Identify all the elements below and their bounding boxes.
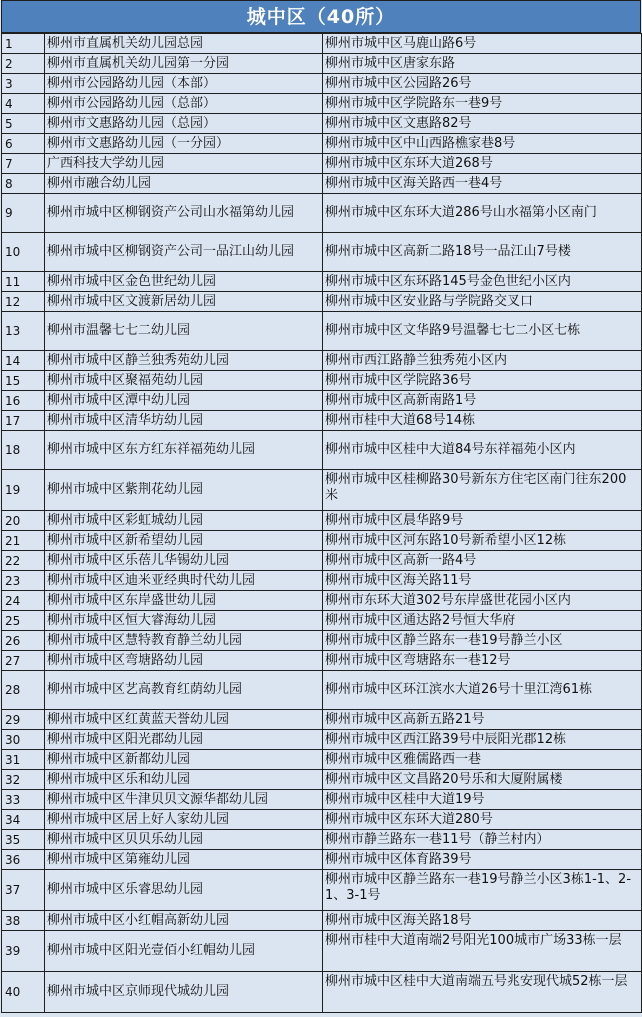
table-row (2, 371, 642, 391)
table-row (2, 174, 642, 194)
table-row (2, 233, 642, 272)
row-number: 34 (2, 810, 45, 830)
table-row (2, 94, 642, 114)
row-number: 4 (2, 94, 45, 114)
table-row (2, 651, 642, 671)
kindergarten-name: 柳州市城中区迪米亚经典时代幼儿园 (45, 571, 323, 591)
kindergarten-address: 柳州市城中区弯塘路东一巷12号 (323, 651, 642, 671)
row-number: 6 (2, 134, 45, 154)
kindergarten-address: 柳州市城中区东环路145号金色世纪小区内 (323, 272, 642, 292)
kindergarten-table (1, 33, 642, 1013)
kindergarten-address: 柳州市城中区静兰路东一巷19号静兰小区3栋1-1、2-1、3-1号 (323, 870, 642, 911)
kindergarten-name: 柳州市城中区东岸盛世幼儿园 (45, 591, 323, 611)
kindergarten-name: 柳州市城中区新都幼儿园 (45, 750, 323, 770)
kindergarten-name: 柳州市温馨七七二幼儿园 (45, 312, 323, 351)
kindergarten-name: 柳州市城中区慧特教育静兰幼儿园 (45, 631, 323, 651)
row-number: 23 (2, 571, 45, 591)
kindergarten-address: 柳州市东环大道302号东岸盛世花园小区内 (323, 591, 642, 611)
kindergarten-address: 柳州市城中区文昌路20号乐和大厦附属楼 (323, 770, 642, 790)
kindergarten-address: 柳州市城中区静兰路东一巷19号静兰小区 (323, 631, 642, 651)
kindergarten-name: 柳州市城中区乐和幼儿园 (45, 770, 323, 790)
table-row (2, 194, 642, 233)
row-number: 16 (2, 391, 45, 411)
row-number: 10 (2, 233, 45, 272)
kindergarten-name: 柳州市直属机关幼儿园第一分园 (45, 54, 323, 74)
kindergarten-name: 广西科技大学幼儿园 (45, 154, 323, 174)
kindergarten-name: 柳州市城中区乐睿思幼儿园 (45, 870, 323, 911)
row-number: 21 (2, 531, 45, 551)
kindergarten-name: 柳州市城中区紫荆花幼儿园 (45, 470, 323, 511)
table-row (2, 810, 642, 830)
table-row (2, 611, 642, 631)
kindergarten-name: 柳州市城中区聚福苑幼儿园 (45, 371, 323, 391)
kindergarten-name: 柳州市公园路幼儿园（总部） (45, 94, 323, 114)
row-number: 40 (2, 972, 45, 1013)
kindergarten-name: 柳州市城中区乐蓓儿华锡幼儿园 (45, 551, 323, 571)
row-number: 20 (2, 511, 45, 531)
kindergarten-address: 柳州市城中区公园路26号 (323, 74, 642, 94)
kindergarten-name: 柳州市城中区艺高教育红荫幼儿园 (45, 671, 323, 710)
row-number: 7 (2, 154, 45, 174)
kindergarten-name: 柳州市直属机关幼儿园总园 (45, 34, 323, 54)
table-row (2, 54, 642, 74)
kindergarten-name: 柳州市城中区阳光壹佰小红帽幼儿园 (45, 931, 323, 972)
kindergarten-address: 柳州市城中区体育路39号 (323, 850, 642, 870)
table-row (2, 312, 642, 351)
table-title: 城中区（40所） (1, 0, 641, 33)
table-row (2, 511, 642, 531)
row-number: 3 (2, 74, 45, 94)
row-number: 13 (2, 312, 45, 351)
row-number: 38 (2, 911, 45, 931)
kindergarten-address: 柳州市城中区海关路西一巷4号 (323, 174, 642, 194)
kindergarten-name: 柳州市城中区东方红东祥福苑幼儿园 (45, 431, 323, 470)
kindergarten-address: 柳州市城中区通达路2号恒大华府 (323, 611, 642, 631)
kindergarten-address: 柳州市城中区环江滨水大道26号十里江湾61栋 (323, 671, 642, 710)
row-number: 2 (2, 54, 45, 74)
kindergarten-name: 柳州市城中区阳光郡幼儿园 (45, 730, 323, 750)
row-number: 29 (2, 710, 45, 730)
table-row (2, 351, 642, 371)
kindergarten-address: 柳州市城中区文惠路82号 (323, 114, 642, 134)
kindergarten-name: 柳州市城中区清华坊幼儿园 (45, 411, 323, 431)
kindergarten-sheet (1, 0, 641, 1013)
table-row (2, 870, 642, 911)
kindergarten-address: 柳州市城中区海关路11号 (323, 571, 642, 591)
table-row (2, 134, 642, 154)
kindergarten-address: 柳州市城中区雅儒路西一巷 (323, 750, 642, 770)
table-row (2, 591, 642, 611)
kindergarten-address: 柳州市城中区中山西路樵家巷8号 (323, 134, 642, 154)
row-number: 35 (2, 830, 45, 850)
row-number: 26 (2, 631, 45, 651)
kindergarten-name: 柳州市城中区红黄蓝天誉幼儿园 (45, 710, 323, 730)
row-number: 30 (2, 730, 45, 750)
kindergarten-name: 柳州市城中区潭中幼儿园 (45, 391, 323, 411)
row-number: 39 (2, 931, 45, 972)
kindergarten-address: 柳州市城中区学院路36号 (323, 371, 642, 391)
row-number: 33 (2, 790, 45, 810)
row-number: 8 (2, 174, 45, 194)
table-row (2, 114, 642, 134)
kindergarten-name: 柳州市城中区第雍幼儿园 (45, 850, 323, 870)
kindergarten-address: 柳州市静兰路东一巷11号（静兰村内） (323, 830, 642, 850)
kindergarten-address: 柳州市桂中大道南端2号阳光100城市广场33栋一层 (323, 931, 642, 972)
kindergarten-address: 柳州市城中区桂中大道南端五号兆安现代城52栋一层 (323, 972, 642, 1013)
kindergarten-name: 柳州市城中区柳钢资产公司山水福第幼儿园 (45, 194, 323, 233)
row-number: 36 (2, 850, 45, 870)
table-row (2, 272, 642, 292)
kindergarten-address: 柳州市城中区马鹿山路6号 (323, 34, 642, 54)
row-number: 19 (2, 470, 45, 511)
table-row (2, 671, 642, 710)
table-row (2, 431, 642, 470)
row-number: 15 (2, 371, 45, 391)
kindergarten-address: 柳州市城中区高新二路18号一品江山7号楼 (323, 233, 642, 272)
table-row (2, 710, 642, 730)
row-number: 5 (2, 114, 45, 134)
kindergarten-name: 柳州市城中区金色世纪幼儿园 (45, 272, 323, 292)
table-row (2, 972, 642, 1013)
kindergarten-name: 柳州市城中区文渡新居幼儿园 (45, 292, 323, 312)
kindergarten-name: 柳州市城中区小红帽高新幼儿园 (45, 911, 323, 931)
kindergarten-name: 柳州市融合幼儿园 (45, 174, 323, 194)
table-row (2, 551, 642, 571)
row-number: 14 (2, 351, 45, 371)
kindergarten-name: 柳州市公园路幼儿园（本部） (45, 74, 323, 94)
table-row (2, 74, 642, 94)
row-number: 32 (2, 770, 45, 790)
table-row (2, 911, 642, 931)
kindergarten-address: 柳州市城中区河东路10号新希望小区12栋 (323, 531, 642, 551)
table-row (2, 931, 642, 972)
table-row (2, 750, 642, 770)
row-number: 28 (2, 671, 45, 710)
table-row (2, 154, 642, 174)
kindergarten-address: 柳州市城中区唐家东路 (323, 54, 642, 74)
kindergarten-address: 柳州市桂中大道68号14栋 (323, 411, 642, 431)
table-row (2, 34, 642, 54)
kindergarten-name: 柳州市城中区牛津贝贝文源华都幼儿园 (45, 790, 323, 810)
row-number: 24 (2, 591, 45, 611)
table-row (2, 411, 642, 431)
table-row (2, 631, 642, 651)
row-number: 31 (2, 750, 45, 770)
row-number: 17 (2, 411, 45, 431)
kindergarten-address: 柳州市城中区安业路与学院路交叉口 (323, 292, 642, 312)
table-row (2, 391, 642, 411)
table-row (2, 470, 642, 511)
row-number: 22 (2, 551, 45, 571)
kindergarten-name: 柳州市文惠路幼儿园（总园） (45, 114, 323, 134)
table-body (2, 34, 642, 1013)
kindergarten-address: 柳州市城中区西江路39号中辰阳光郡12栋 (323, 730, 642, 750)
kindergarten-address: 柳州市城中区桂中大道19号 (323, 790, 642, 810)
kindergarten-address: 柳州市城中区海关路18号 (323, 911, 642, 931)
kindergarten-address: 柳州市城中区高新一路4号 (323, 551, 642, 571)
kindergarten-address: 柳州市城中区高新五路21号 (323, 710, 642, 730)
row-number: 9 (2, 194, 45, 233)
row-number: 27 (2, 651, 45, 671)
table-row (2, 850, 642, 870)
kindergarten-address: 柳州市西江路静兰独秀苑小区内 (323, 351, 642, 371)
table-row (2, 730, 642, 750)
kindergarten-name: 柳州市城中区弯塘路幼儿园 (45, 651, 323, 671)
kindergarten-address: 柳州市城中区东环大道280号 (323, 810, 642, 830)
kindergarten-name: 柳州市城中区贝贝乐幼儿园 (45, 830, 323, 850)
kindergarten-address: 柳州市城中区文华路9号温馨七七二小区七栋 (323, 312, 642, 351)
kindergarten-address: 柳州市城中区学院路东一巷9号 (323, 94, 642, 114)
kindergarten-address: 柳州市城中区桂中大道84号东祥福苑小区内 (323, 431, 642, 470)
table-row (2, 292, 642, 312)
kindergarten-name: 柳州市城中区恒大睿海幼儿园 (45, 611, 323, 631)
kindergarten-name: 柳州市城中区静兰独秀苑幼儿园 (45, 351, 323, 371)
kindergarten-address: 柳州市城中区桂柳路30号新东方住宅区南门往东200米 (323, 470, 642, 511)
kindergarten-name: 柳州市城中区居上好人家幼儿园 (45, 810, 323, 830)
table-row (2, 790, 642, 810)
table-row (2, 830, 642, 850)
row-number: 12 (2, 292, 45, 312)
kindergarten-address: 柳州市城中区高新南路1号 (323, 391, 642, 411)
table-row (2, 770, 642, 790)
kindergarten-address: 柳州市城中区东环大道268号 (323, 154, 642, 174)
kindergarten-name: 柳州市文惠路幼儿园（一分园） (45, 134, 323, 154)
row-number: 37 (2, 870, 45, 911)
kindergarten-address: 柳州市城中区晨华路9号 (323, 511, 642, 531)
kindergarten-name: 柳州市城中区新希望幼儿园 (45, 531, 323, 551)
row-number: 11 (2, 272, 45, 292)
row-number: 25 (2, 611, 45, 631)
table-row (2, 531, 642, 551)
table-row (2, 571, 642, 591)
row-number: 18 (2, 431, 45, 470)
row-number: 1 (2, 34, 45, 54)
kindergarten-address: 柳州市城中区东环大道286号山水福第小区南门 (323, 194, 642, 233)
kindergarten-name: 柳州市城中区彩虹城幼儿园 (45, 511, 323, 531)
kindergarten-name: 柳州市城中区柳钢资产公司一品江山幼儿园 (45, 233, 323, 272)
kindergarten-name: 柳州市城中区京师现代城幼儿园 (45, 972, 323, 1013)
